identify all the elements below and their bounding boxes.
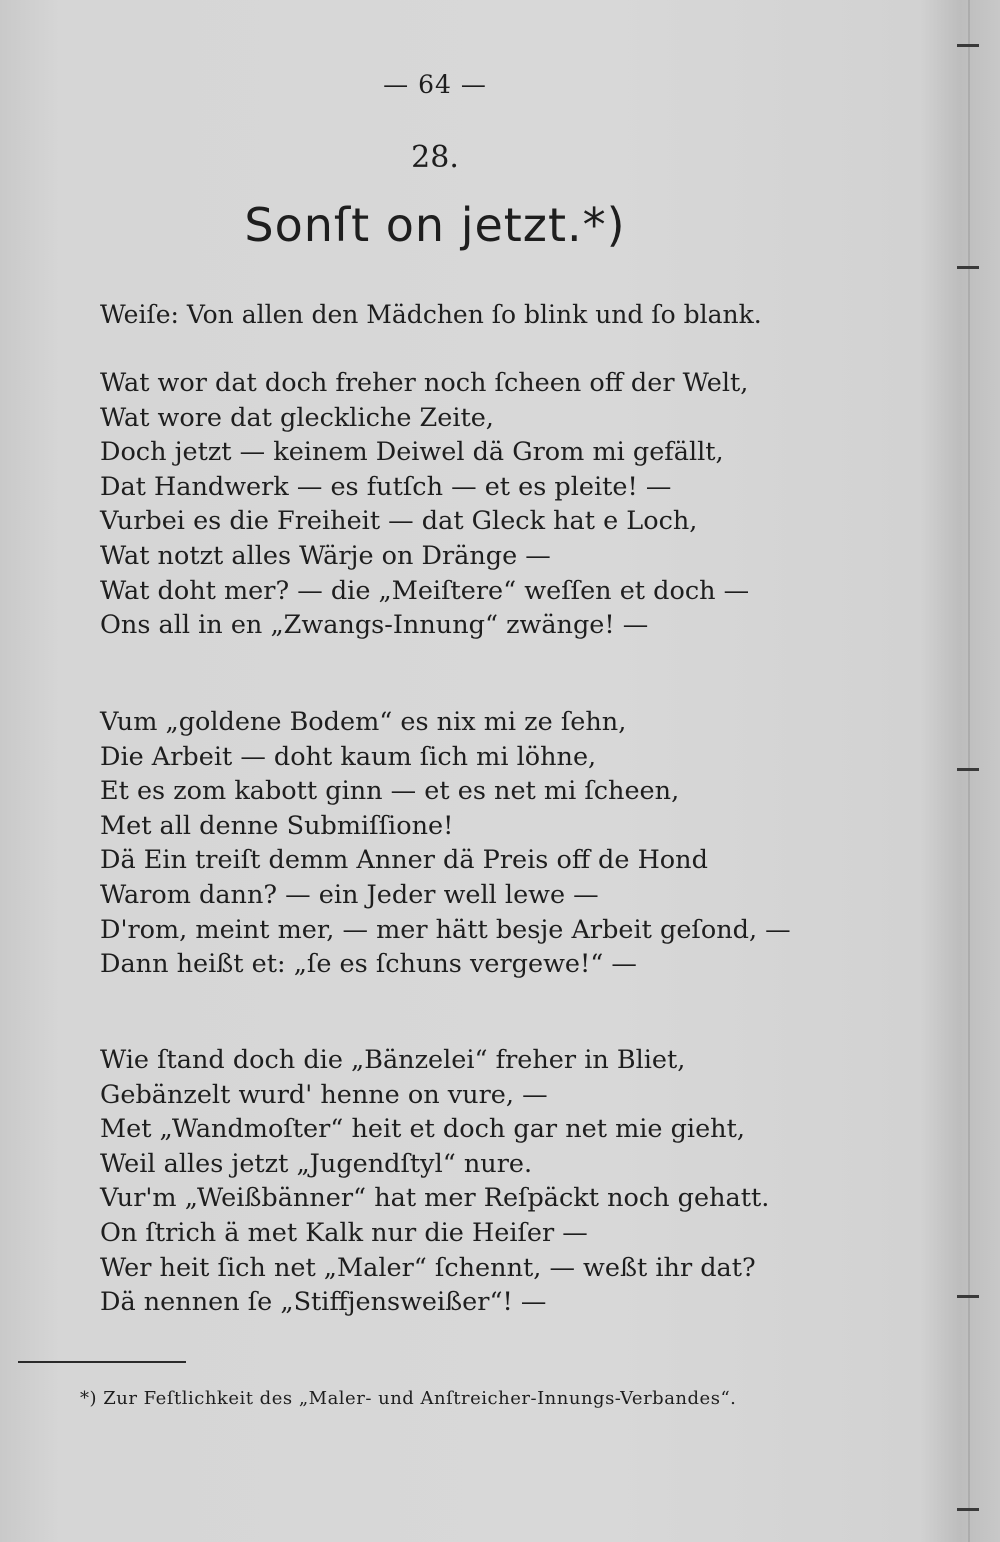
verse-line: Wie ſtand doch die „Bänzelei“ freher in Bliet, xyxy=(100,1045,686,1075)
poem-number: 28. xyxy=(411,140,459,175)
verse-line: Weil alles jetzt „Jugendſtyl“ nure. xyxy=(100,1148,533,1179)
verse-line: D'rom, meint mer, — mer hätt besje Arbeit geſond, — xyxy=(100,914,791,945)
verse-line: Et es zom kabott ginn — et es net mi ſcheen, xyxy=(100,776,680,807)
verse-line: Vum „goldene Bodem“ es nix mi ze ſehn, xyxy=(100,707,627,737)
binding-mark xyxy=(957,266,979,269)
footnote-rule xyxy=(18,1361,186,1363)
binding-mark xyxy=(957,1508,979,1511)
verse-line: Dä nennen ſe „Stiffjensweißer“! — xyxy=(100,1287,547,1318)
verse-line: Wat notzt alles Wärje on Dränge — xyxy=(100,540,551,571)
verse-line: Dann heißt et: „ſe es ſchuns vergewe!“ — xyxy=(100,949,637,980)
verse-line: Dä Ein treiſt demm Anner dä Preis off de Hond xyxy=(100,845,708,876)
poem-title: Sonſt on jetzt.*) xyxy=(244,198,626,252)
verse-line: Doch jetzt — keinem Deiwel dä Grom mi gefällt, xyxy=(100,437,724,468)
verse-line: On ſtrich ä met Kalk nur die Heiſer — xyxy=(100,1217,588,1248)
verse-line: Wat wor dat doch freher noch ſcheen off der Welt, xyxy=(100,368,749,398)
stanza-3 xyxy=(100,1043,820,1320)
verse-line: Met all denne Submiſſione! xyxy=(100,810,454,841)
verse-line: Vurbei es die Freiheit — dat Gleck hat e Loch, xyxy=(100,506,698,537)
verse-line: Ons all in en „Zwangs-Innung“ zwänge! — xyxy=(100,610,649,641)
stanza-1 xyxy=(100,366,820,643)
verse-line: Dat Handwerk — es futſch — et es pleite! — xyxy=(100,471,672,502)
tune-indication: Weiſe: Von allen den Mädchen ſo blink und ſo blank. xyxy=(100,300,762,329)
verse-line: Wat wore dat gleckliche Zeite, xyxy=(100,402,494,433)
verse-line: Die Arbeit — doht kaum ſich mi löhne, xyxy=(100,741,597,772)
binding-mark xyxy=(957,768,979,771)
binding-mark xyxy=(957,44,979,47)
verse-line: Warom dann? — ein Jeder well lewe — xyxy=(100,879,599,910)
verse-line: Wat doht mer? — die „Meiſtere“ weſſen et doch — xyxy=(100,575,750,606)
stanza-2 xyxy=(100,705,820,982)
verse-line: Wer heit ſich net „Maler“ ſchennt, — weßt ihr dat? xyxy=(100,1252,756,1283)
page-gutter xyxy=(968,0,970,1542)
verse-line: Vur'm „Weißbänner“ hat mer Reſpäckt noch gehatt. xyxy=(100,1183,770,1214)
binding-mark xyxy=(957,1295,979,1298)
page-number: — 64 — xyxy=(383,70,487,99)
verse-line: Met „Wandmoſter“ heit et doch gar net mie gieht, xyxy=(100,1114,745,1145)
footnote: *) Zur Feſtlichkeit des „Maler- und Anſtreicher-Innungs-Verbandes“. xyxy=(80,1388,737,1409)
verse-line: Gebänzelt wurd' henne on vure, — xyxy=(100,1079,548,1110)
